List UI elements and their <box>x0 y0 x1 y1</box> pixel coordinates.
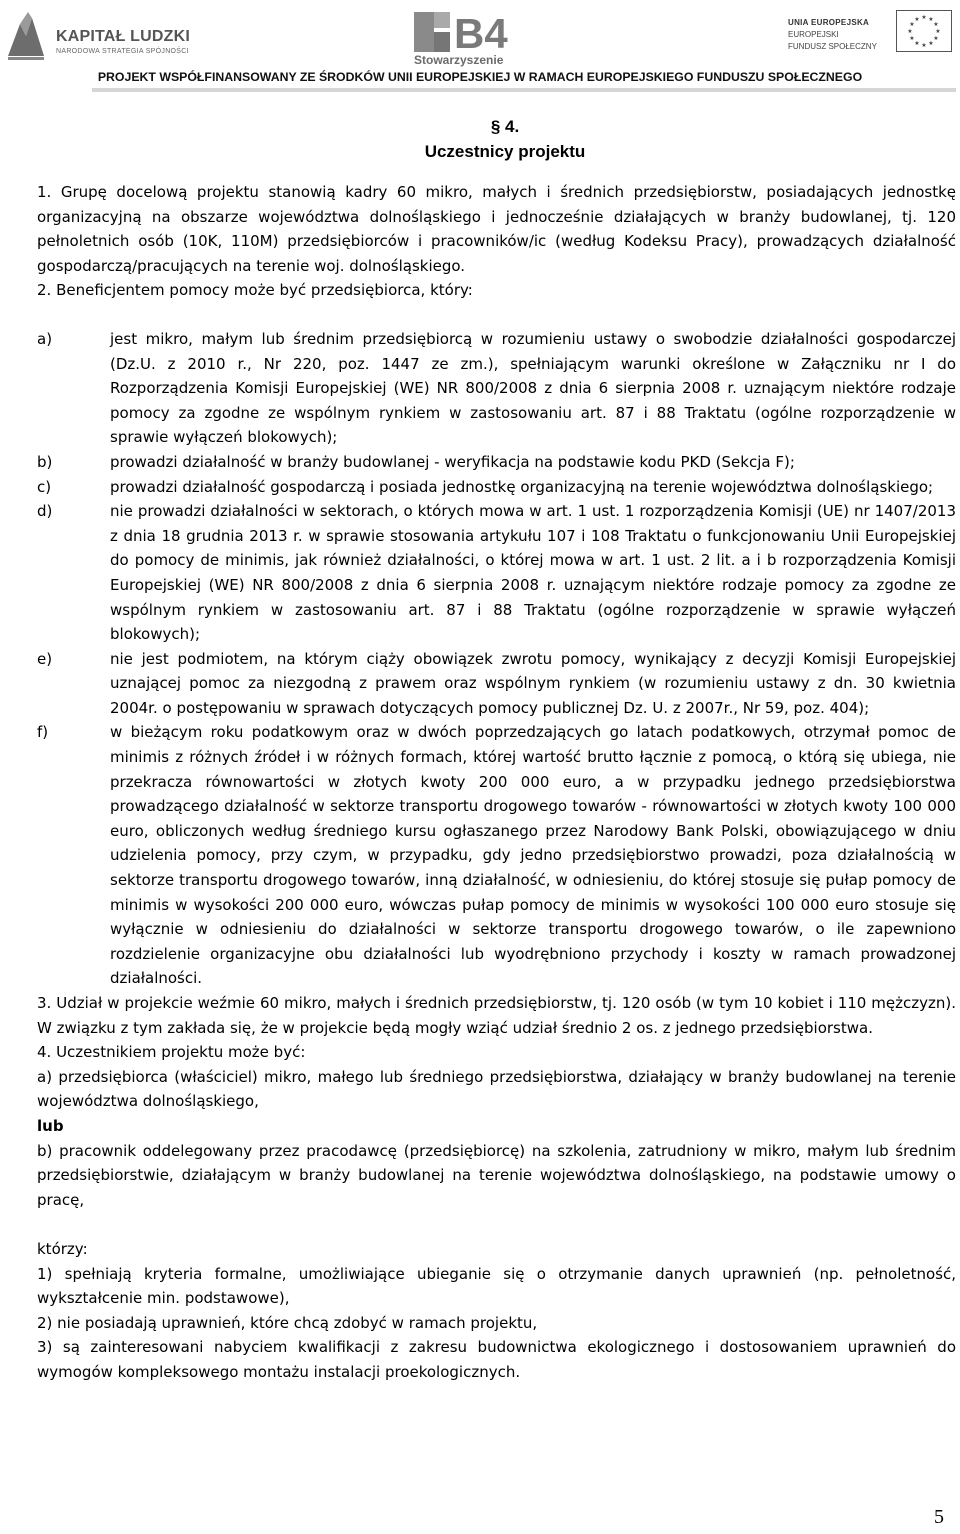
paragraph-3: 3. Udział w projekcie weźmie 60 mikro, małych i średnich przedsiębiorstw, tj. 120 osób (w tym 10 kobiet i 110 mężczyzn). W związku z tym zakłada się, że w projekcie będą mogły wziąć udział średnio 2 os. z jednego przedsiębiorstwa. <box>37 994 956 1037</box>
project-cofinancing-line: PROJEKT WSPÓŁFINANSOWANY ZE ŚRODKÓW UNII EUROPEJSKIEJ W RAMACH EUROPEJSKIEGO FUNDUSZU SPOŁECZNEGO <box>97 70 863 84</box>
paragraph-2: 2. Beneficjentem pomocy może być przedsiębiorca, który: <box>37 281 473 300</box>
svg-text:★: ★ <box>921 14 927 21</box>
document-body <box>37 180 956 1385</box>
condition-text: nie prowadzi działalności w sektorach, o których mowa w art. 1 ust. 1 rozporządzenia Komisji (UE) nr 1407/2013 z dnia 18 grudnia 2013 r. w sprawie stosowania artykułu 107 i 108 Traktatu o funkcjonowaniu Unii Europejskiej do pomocy de minimis, jak również działalności, o której mowa w art. 1 ust. 2 lit. a i b rozporządzenia Komisji Europejskiej (WE) NR 800/2008 z dnia 6 sierpnia 2008 r. uznającym niektóre rodzaje pomocy za zgodne ze wspólnym rynkiem w zastosowaniu art. 87 i 88 Traktatu (ogólne rozporządzenie w sprawie wyłączeń blokowych); <box>110 502 956 644</box>
criterion-2: 2) nie posiadają uprawnień, które chcą zdobyć w ramach projektu, <box>37 1313 538 1332</box>
svg-text:★: ★ <box>933 21 939 28</box>
eu-line-1: UNIA EUROPEJSKA <box>788 18 870 27</box>
kapital-ludzki-title: KAPITAŁ LUDZKI <box>56 28 191 45</box>
condition-marker: b) <box>37 452 53 471</box>
condition-marker: e) <box>37 649 53 668</box>
svg-text:★: ★ <box>907 28 913 35</box>
b4-mark-text: B4 <box>454 10 508 54</box>
svg-text:★: ★ <box>928 40 934 47</box>
kapital-ludzki-logo <box>2 4 202 68</box>
condition-text: jest mikro, małym lub średnim przedsiębiorcą w rozumieniu ustawy o swobodzie działalności gospodarczej (Dz.U. z 2010 r., Nr 220, poz. 1447 ze zm.), spełniającym warunki określone w Załączniku nr I do Rozporządzenia Komisji Europejskiej (WE) NR 800/2008 z dnia 6 sierpnia 2008 r. uznającym niektóre rodzaje pomocy za zgodne ze wspólnym rynkiem w zastosowaniu art. 87 i 88 Traktatu (ogólne rozporządzenie w sprawie wyłączeń blokowych); <box>110 329 956 447</box>
condition-marker: f) <box>37 723 49 742</box>
svg-text:★: ★ <box>933 35 939 42</box>
svg-text:★: ★ <box>909 35 915 42</box>
page-number: 5 <box>934 1506 944 1528</box>
kapital-ludzki-subtitle: NARODOWA STRATEGIA SPÓJNOŚCI <box>56 48 189 55</box>
condition-item-d <box>37 499 956 647</box>
section-title: Uczestnicy projektu <box>424 142 586 161</box>
beneficiary-conditions-list <box>37 327 956 991</box>
condition-item-a <box>37 327 956 450</box>
eu-line-3: FUNDUSZ SPOŁECZNY <box>788 42 877 51</box>
criterion-1: 1) spełniają kryteria formalne, umożliwiające ubieganie się o otrzymanie danych uprawnień (np. pełnoletność, wykształcenie min. podstawowe), <box>37 1264 956 1308</box>
paragraph-4b: b) pracownik oddelegowany przez pracodawcę (przedsiębiorcę) na szkolenia, zatrudniony w mikro, małym lub średnim przedsiębiorstwie, działającym w branży budowlanej na terenie województwa dolnośląskiego, na podstawie umowy o pracę, <box>37 1141 956 1209</box>
blank-line <box>37 1212 956 1237</box>
svg-text:★: ★ <box>914 40 920 47</box>
paragraph-1: 1. Grupę docelową projektu stanowią kadry 60 mikro, małych i średnich przedsiębiorstw, posiadających jednostkę organizacyjną na obszarze województwa dolnośląskiego i jednocześnie działających w branży budowlanej, tj. 120 pełnoletnich osób (10K, 110M) przedsiębiorców i pracowników/ic (według Kodeksu Pracy), prowadzących działalność gospodarczą/pracujących na terenie woj. dolnośląskiego. <box>37 183 956 275</box>
svg-text:★: ★ <box>921 42 927 49</box>
kapital-ludzki-emblem-icon <box>2 4 50 64</box>
lub-conjunction: lub <box>37 1116 64 1135</box>
svg-text:★: ★ <box>935 28 941 35</box>
condition-text: prowadzi działalność w branży budowlanej - weryfikacja na podstawie kodu PKD (Sekcja F); <box>110 452 795 471</box>
svg-text:★: ★ <box>928 16 934 23</box>
condition-item-c <box>37 475 956 500</box>
condition-text: w bieżącym roku podatkowym oraz w dwóch poprzedzających go latach podatkowych, otrzymał pomoc de minimis z różnych źródeł i w różnych formach, której wartość brutto łącznie z pomocą, o którą się ubiega, nie przekracza równowartości w złotych kwoty 200 000 euro, a w przypadku jednego przedsiębiorstwa prowadzącego działalność w sektorze transportu drogowego towarów - równowartości w złotych kwoty 100 000 euro, obliczonych według średniego kursu ogłaszanego przez Narodowy Bank Polski, obowiązującego w dniu udzielenia pomocy, przy czym, w przypadku, gdy jedno przedsiębiorstwo prowadzi, poza działalnością w sektorze transportu drogowego towarów, inną działalność, w odniesieniu, do której stosuje się pułap pomocy de minimis w wysokości 200 000 euro, wówczas pułap pomocy de minimis w wysokości 100 000 euro stosuje się wyłącznie w odniesieniu do działalności w sektorze transportu drogowego towarów, o ile zapewniono rozdzielenie organizacyjne obu działalności lub wyodrębniono przychody i koszty w ramach prowadzonej działalności. <box>110 723 956 988</box>
paragraph-4: 4. Uczestnikiem projektu może być: <box>37 1043 306 1062</box>
b4-emblem-icon <box>410 10 534 54</box>
condition-marker: a) <box>37 329 53 348</box>
svg-text:★: ★ <box>914 16 920 23</box>
eu-line-2: EUROPEJSKI <box>788 30 839 39</box>
condition-text: prowadzi działalność gospodarczą i posiada jednostkę organizacyjną na terenie województwa dolnośląskiego; <box>110 477 934 496</box>
condition-item-b <box>37 450 956 475</box>
header-divider <box>92 88 956 92</box>
condition-marker: c) <box>37 477 52 496</box>
b4-subtitle: Stowarzyszenie <box>414 53 504 67</box>
svg-text:★: ★ <box>909 21 915 28</box>
b4-stowarzyszenie-logo <box>410 10 534 67</box>
eu-flag-icon <box>896 10 952 52</box>
condition-item-e <box>37 647 956 721</box>
criterion-3: 3) są zainteresowani nabyciem kwalifikacji z zakresu budownictwa ekologicznego i dostosowaniem uprawnień do wymogów kompleksowego montażu instalacji proekologicznych. <box>37 1338 956 1381</box>
condition-marker: d) <box>37 502 53 521</box>
section-number: § 4. <box>490 117 520 136</box>
condition-text: nie jest podmiotem, na którym ciąży obowiązek zwrotu pomocy, wynikający z decyzji Komisji Europejskiej uznającej pomoc za niezgodną z prawem oraz wspólnym rynkiem (w rozumieniu ustawy z dn. 30 kwietnia 2004r. o postępowaniu w sprawach dotyczących pomocy publicznej Dz. U. z 2007r., Nr 59, poz. 404); <box>110 649 956 717</box>
condition-item-f <box>37 720 956 991</box>
paragraph-4a: a) przedsiębiorca (właściciel) mikro, małego lub średniego przedsiębiorstwa, działający w branży budowlanej na terenie województwa dolnośląskiego, <box>37 1067 956 1111</box>
ktorzy-label: którzy: <box>37 1239 88 1258</box>
eu-efs-logo <box>786 4 956 62</box>
